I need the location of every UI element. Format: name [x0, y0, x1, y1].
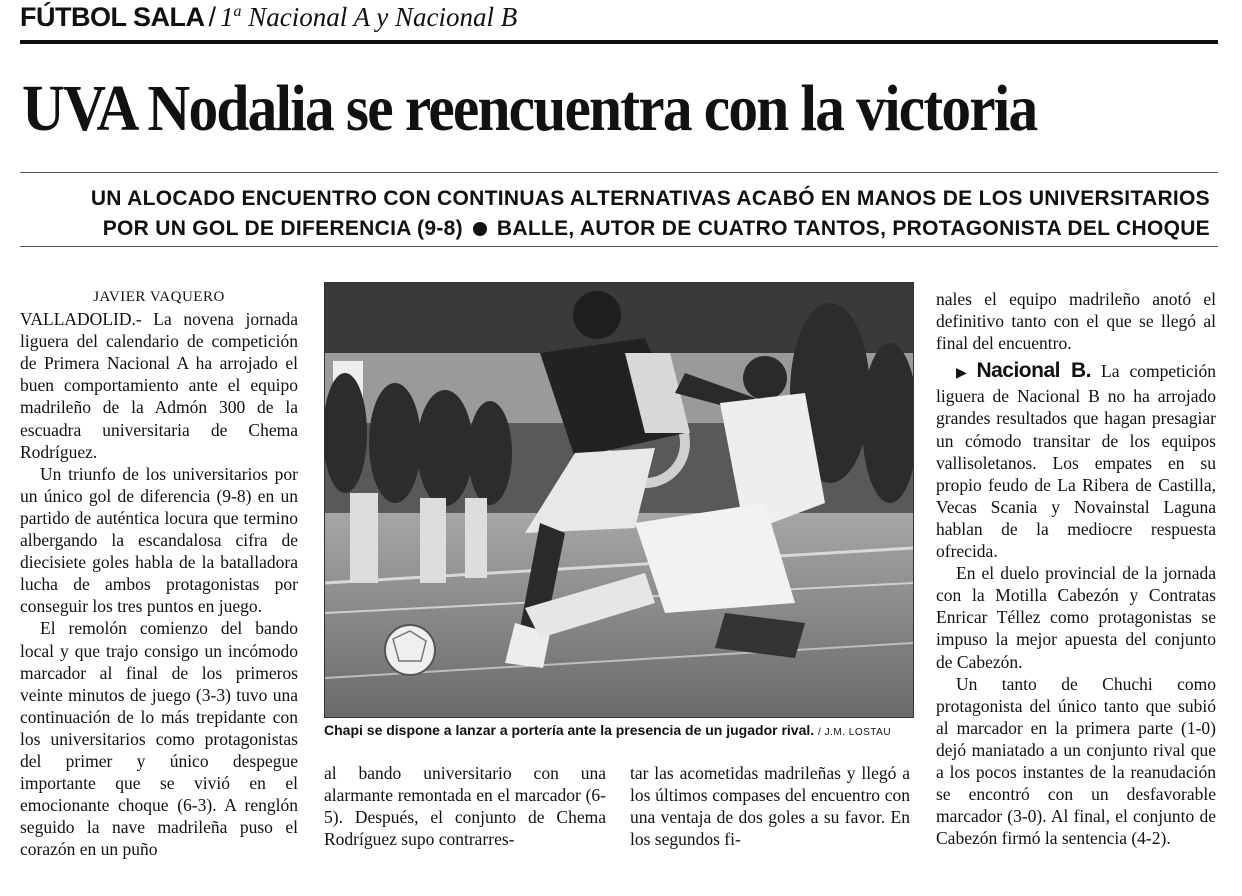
deck-line-2: [30, 214, 1210, 244]
subsection-label: [220, 2, 517, 32]
headline: UVA Nodalia se reencuentra con la victoria: [22, 72, 1037, 145]
subsection-number: 1: [220, 2, 234, 32]
article-photo: [324, 282, 914, 718]
paragraph: al bando universitario con una alarmante remontada en el marcador (6-5). Después, el conjunto de Chema Rodríguez supo contrarres-: [324, 763, 606, 850]
article-column-3: [630, 762, 910, 850]
section-separator: /: [208, 2, 217, 32]
paragraph: VALLADOLID.- La novena jornada liguera del calendario de competición de Primera Nacional A ha arrojado el buen comportamiento ante el equipo madrileño de la Admón 300 de la escuadra universitaria de Chema Rodríguez.: [20, 309, 298, 462]
bullet-dot-icon: [473, 222, 487, 236]
triangle-arrow-icon: ▶: [956, 366, 973, 382]
caption-text: Chapi se dispone a lanzar a portería ante la presencia de un jugador rival.: [324, 722, 815, 738]
article-column-2: [324, 762, 606, 850]
subhead: Nacional B.: [976, 359, 1091, 383]
paragraph: tar las acometidas madrileñas y llegó a los últimos compases del encuentro con una ventaja de dos goles a su favor. En los segundos fi-: [630, 763, 910, 850]
deck-line-2a: POR UN GOL DE DIFERENCIA (9-8): [102, 217, 463, 240]
paragraph: nales el equipo madrileño anotó el definitivo tanto con el que se llegó al final del encuentro.: [936, 289, 1216, 354]
article-column-1: [20, 286, 298, 860]
section-label: FÚTBOL SALA: [20, 2, 205, 32]
paragraph: En el duelo provincial de la jornada con la Motilla Cabezón y Contratas Enricar Téllez como protagonistas se impuso la mejor apuesta del conjunto de Cabezón.: [936, 563, 1216, 672]
paragraph-nacional-b: [936, 360, 1216, 562]
photo-credit: / J.M. LOSTAU: [818, 727, 892, 738]
futsal-players-image: [325, 283, 913, 717]
paragraph: Un tanto de Chuchi como protagonista del único tanto que subió al marcador en la primera parte (1-0) dejó maniatado a un conjunto rival que a los pocos instantes de la reanudación se encontró con un desfavorable marcador (3-0). Al final, el conjunto de Cabezón firmó la sentencia (4-2).: [936, 673, 1216, 849]
section-header: [20, 4, 517, 31]
ball-icon: [385, 625, 435, 675]
paragraph: Un triunfo de los universitarios por un único gol de diferencia (9-8) en un partido de auténtica locura que termino albergando la escandalosa cifra de diecisiete goles habla de la batalladora lucha de ambos protagonistas por conseguir los tres puntos en juego.: [20, 463, 298, 617]
deck-line-2b: BALLE, AUTOR DE CUATRO TANTOS, PROTAGONISTA DEL CHOQUE: [496, 217, 1210, 240]
photo-caption: [324, 722, 924, 738]
subsection-text: Nacional A y Nacional B: [241, 2, 518, 32]
paragraph: El remolón comienzo del bando local y que trajo consigo un incómodo marcador al final de los primeros veinte minutos de juego (3-3) tuvo una continuación de lo más trepidante con los universitarios como protagonistas del primer y único despegue importante que se vivió en el emocionante choque (6-3). A renglón seguido la nave madrileña puso el corazón en un puño: [20, 618, 298, 860]
article-column-4: [936, 288, 1216, 849]
deck-rule: [20, 246, 1218, 247]
deck-line-1: UN ALOCADO ENCUENTRO CON CONTINUAS ALTERNATIVAS ACABÓ EN MANOS DE LOS UNIVERSITARIOS: [90, 187, 1210, 210]
subsection-ordinal: a: [233, 3, 242, 20]
paragraph-text: La competición liguera de Nacional B no ha arrojado grandes resultados que hagan presagiar un cómodo transitar de los equipos vallisoletanos. Los empates en su propio feudo de La Ribera de Castilla, Vecas Scania y Novainstal Laguna hablan de la mediocre respuesta ofrecida.: [936, 361, 1216, 562]
deck: [30, 184, 1210, 244]
header-rule: [20, 40, 1218, 44]
byline: JAVIER VAQUERO: [93, 289, 225, 305]
headline-rule: [20, 172, 1218, 173]
